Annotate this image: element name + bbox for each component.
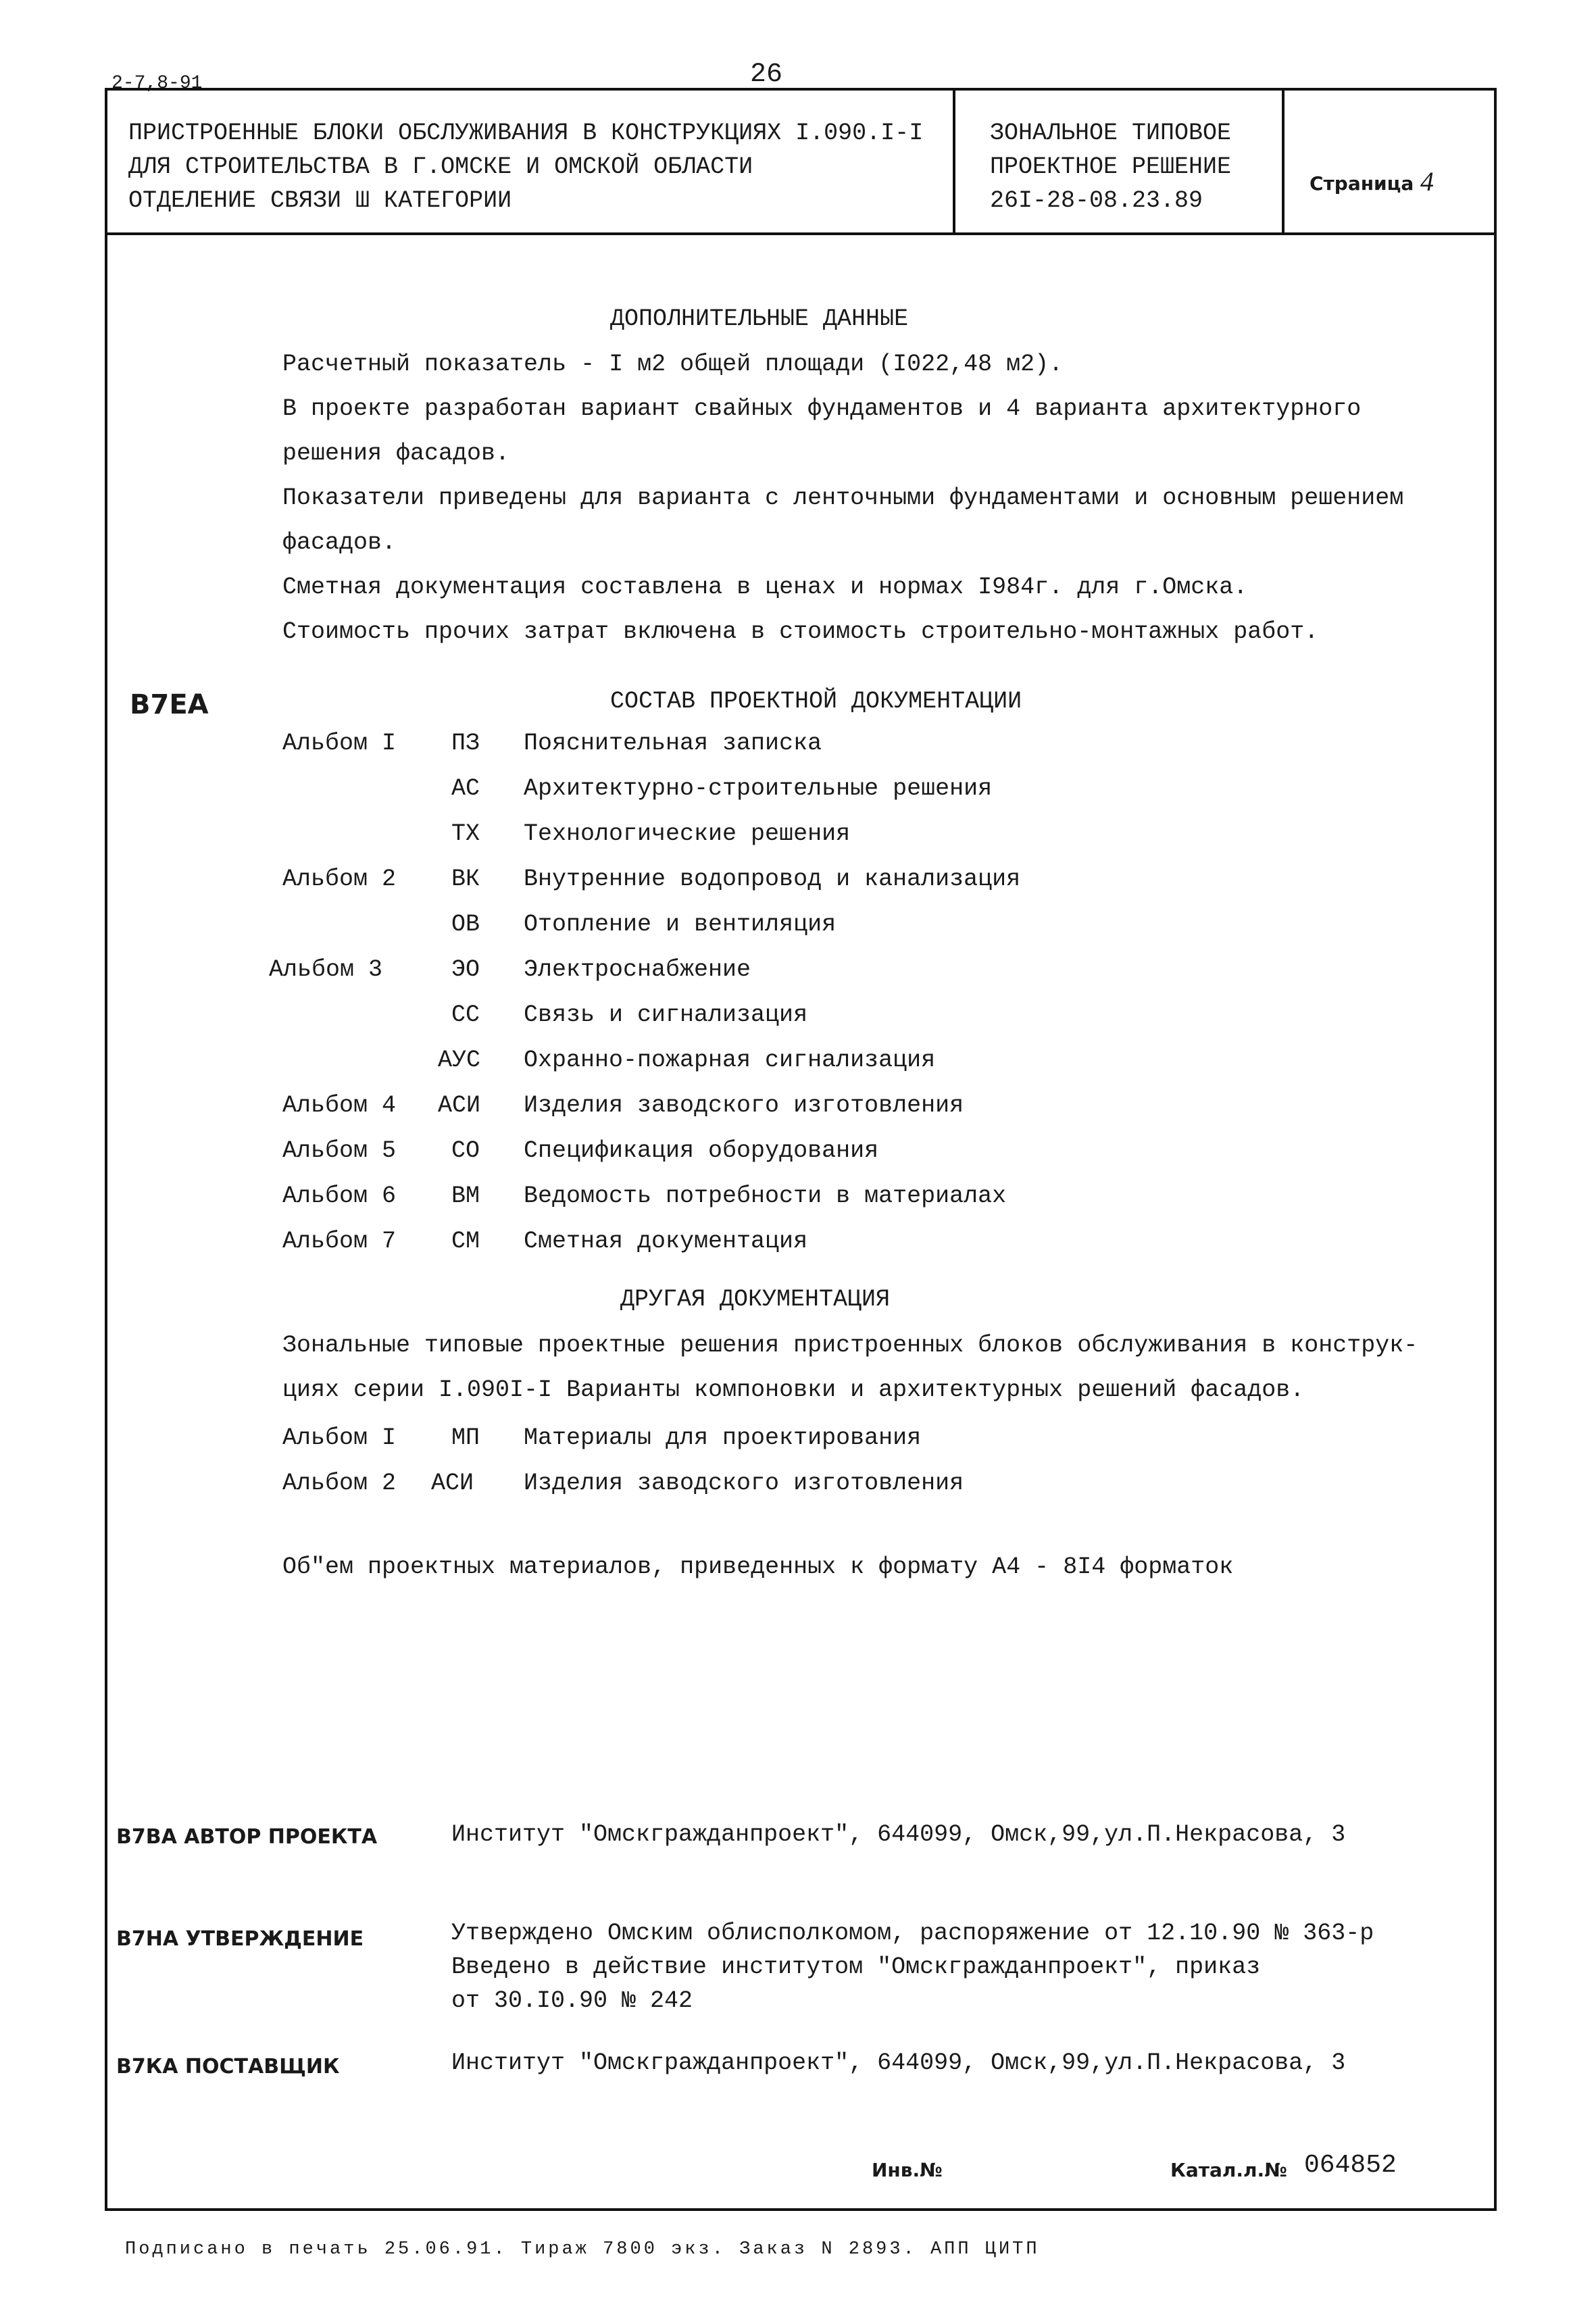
doc-title: Электроснабжение bbox=[524, 956, 751, 983]
doc-title: Материалы для проектирования bbox=[524, 1424, 922, 1451]
composition-heading: СОСТАВ ПРОЕКТНОЙ ДОКУМЕНТАЦИИ bbox=[610, 688, 1022, 715]
doc-title: Внутренние водопровод и канализация bbox=[524, 866, 1021, 893]
header-title-line: ОТДЕЛЕНИЕ СВЯЗИ Ш КАТЕГОРИИ bbox=[128, 187, 512, 214]
other-heading: ДРУГАЯ ДОКУМЕНТАЦИЯ bbox=[620, 1286, 891, 1313]
header-divider bbox=[1282, 88, 1285, 235]
additional-line: фасадов. bbox=[282, 529, 397, 556]
doc-code: АУС bbox=[438, 1047, 481, 1074]
additional-block bbox=[282, 342, 1403, 654]
doc-code: АСИ bbox=[431, 1470, 474, 1497]
doc-code: СМ bbox=[451, 1228, 480, 1255]
doc-code: ВК bbox=[451, 866, 480, 893]
additional-line: Показатели приведены для варианта с ленточными фундаментами и основным решением bbox=[282, 484, 1404, 512]
doc-album: Альбом I bbox=[282, 730, 397, 757]
doc-code: МП bbox=[451, 1424, 480, 1451]
header-title-line: ДЛЯ СТРОИТЕЛЬСТВА В Г.ОМСКЕ И ОМСКОЙ ОБЛАСТИ bbox=[128, 153, 753, 180]
approval-label: В7НА УТВЕРЖДЕНИЕ bbox=[116, 1927, 364, 1951]
doc-row bbox=[0, 775, 1596, 802]
doc-code: СС bbox=[451, 1001, 480, 1028]
doc-row bbox=[0, 820, 1596, 847]
approval-line: Введено в действие институтом "Омскгражданпроект", приказ bbox=[451, 1953, 1261, 1981]
doc-row bbox=[0, 1228, 1596, 1255]
doc-row bbox=[0, 1092, 1596, 1119]
doc-album: Альбом 2 bbox=[282, 1470, 397, 1497]
additional-heading: ДОПОЛНИТЕЛЬНЫЕ ДАННЫЕ bbox=[610, 305, 909, 332]
additional-line: решения фасадов. bbox=[282, 440, 510, 467]
doc-album: Альбом 5 bbox=[282, 1137, 397, 1164]
doc-code: ПЗ bbox=[451, 730, 480, 757]
doc-title: Связь и сигнализация bbox=[524, 1001, 808, 1028]
doc-code: ЭО bbox=[451, 956, 480, 983]
page-label: Страница bbox=[1310, 172, 1414, 195]
author-text: Институт "Омскгражданпроект", 644099, Омск,99,ул.П.Некрасова, 3 bbox=[451, 1821, 1346, 1848]
doc-code: ОВ bbox=[451, 911, 480, 938]
doc-code: СО bbox=[451, 1137, 480, 1164]
doc-code: ВМ bbox=[451, 1183, 480, 1210]
doc-row bbox=[0, 1183, 1596, 1210]
doc-title: Спецификация оборудования bbox=[524, 1137, 879, 1164]
doc-row bbox=[0, 866, 1596, 893]
doc-album: Альбом 2 bbox=[282, 866, 397, 893]
doc-title: Архитектурно-строительные решения bbox=[524, 775, 993, 802]
catalog-label: Катал.л.№ bbox=[1170, 2159, 1287, 2181]
sheet-number: 26 bbox=[750, 59, 783, 90]
print-info: Подписано в печать 25.06.91. Тираж 7800 экз. Заказ N 2893. АПП ЦИТП bbox=[125, 2239, 1040, 2260]
doc-album: Альбом I bbox=[282, 1424, 397, 1451]
doc-album: Альбом 7 bbox=[282, 1228, 397, 1255]
doc-code: АСИ bbox=[438, 1092, 481, 1119]
doc-code: АС bbox=[451, 775, 480, 802]
doc-row bbox=[0, 1001, 1596, 1028]
header-decision-line: ПРОЕКТНОЕ РЕШЕНИЕ bbox=[990, 153, 1232, 180]
header-title-line: ПРИСТРОЕННЫЕ БЛОКИ ОБСЛУЖИВАНИЯ В КОНСТРУКЦИЯХ I.090.I-I bbox=[128, 120, 924, 147]
doc-album: Альбом 3 bbox=[269, 956, 383, 983]
other-line: Зональные типовые проектные решения пристроенных блоков обслуживания в конструк- bbox=[282, 1332, 1418, 1359]
approval-line: Утверждено Омским облисполкомом, распоряжение от 12.10.90 № 363-р bbox=[451, 1920, 1374, 1947]
header-decision-line: 26I-28-08.23.89 bbox=[990, 187, 1203, 214]
doc-title: Ведомость потребности в материалах bbox=[524, 1183, 1007, 1210]
doc-album: Альбом 6 bbox=[282, 1183, 397, 1210]
approval-line: от 30.I0.90 № 242 bbox=[451, 1987, 693, 2014]
header-title bbox=[128, 116, 923, 218]
doc-album: Альбом 4 bbox=[282, 1092, 397, 1119]
doc-title: Охранно-пожарная сигнализация bbox=[524, 1047, 936, 1074]
additional-line: Стоимость прочих затрат включена в стоимость строительно-монтажных работ. bbox=[282, 618, 1319, 645]
additional-line: Сметная документация составлена в ценах и нормах I984г. для г.Омска. bbox=[282, 574, 1248, 601]
inventory-label: Инв.№ bbox=[872, 2159, 943, 2181]
catalog-number: 064852 bbox=[1304, 2151, 1397, 2180]
author-label: В7ВА АВТОР ПРОЕКТА bbox=[116, 1825, 378, 1849]
other-row bbox=[0, 1470, 1596, 1497]
additional-line: В проекте разработан вариант свайных фундаментов и 4 варианта архитектурного bbox=[282, 395, 1362, 422]
doc-title: Технологические решения bbox=[524, 820, 851, 847]
doc-row bbox=[0, 956, 1596, 983]
other-row bbox=[0, 1424, 1596, 1451]
other-line: циях серии I.090I-I Варианты компоновки и архитектурных решений фасадов. bbox=[282, 1376, 1305, 1403]
supplier-label: В7КА ПОСТАВЩИК bbox=[116, 2055, 340, 2078]
header-decision bbox=[990, 116, 1231, 218]
header-divider bbox=[953, 88, 955, 235]
doc-title: Отопление и вентиляция bbox=[524, 911, 837, 938]
doc-row bbox=[0, 911, 1596, 938]
doc-title: Пояснительная записка bbox=[524, 730, 822, 757]
doc-row bbox=[0, 1047, 1596, 1074]
volume-line: Об"ем проектных материалов, приведенных к формату А4 - 8I4 форматок bbox=[282, 1553, 1234, 1580]
additional-line: Расчетный показатель - I м2 общей площади (I022,48 м2). bbox=[282, 351, 1064, 378]
header-decision-line: ЗОНАЛЬНОЕ ТИПОВОЕ bbox=[990, 120, 1232, 147]
classification-code: В7ЕА bbox=[130, 689, 209, 720]
approval-block bbox=[451, 1916, 1374, 2018]
page-value: 4 bbox=[1420, 166, 1434, 197]
other-block bbox=[282, 1323, 1418, 1412]
doc-row bbox=[0, 1137, 1596, 1164]
document-code: 2-7,8-91 bbox=[111, 73, 203, 94]
doc-row bbox=[0, 730, 1596, 757]
doc-title: Сметная документация bbox=[524, 1228, 808, 1255]
doc-title: Изделия заводского изготовления bbox=[524, 1470, 964, 1497]
doc-code: ТХ bbox=[451, 820, 480, 847]
supplier-text: Институт "Омскгражданпроект", 644099, Омск,99,ул.П.Некрасова, 3 bbox=[451, 2049, 1346, 2076]
doc-title: Изделия заводского изготовления bbox=[524, 1092, 964, 1119]
